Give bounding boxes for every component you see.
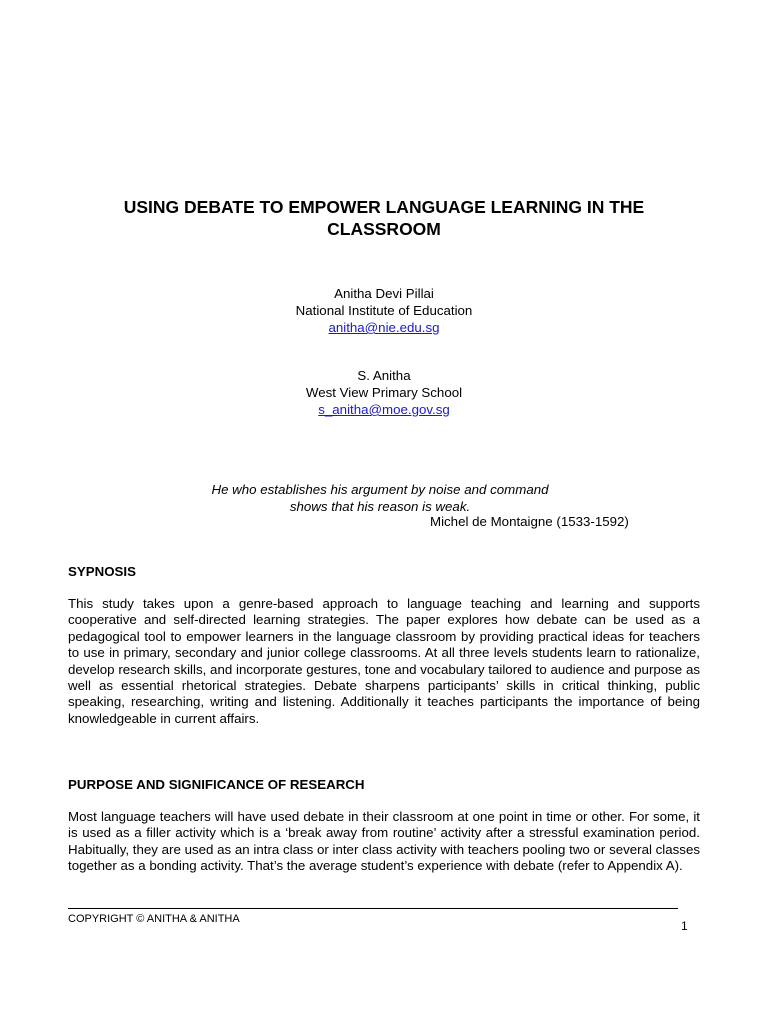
section-heading-synopsis: SYPNOSIS	[68, 564, 136, 579]
author-email-link[interactable]: s_anitha@moe.gov.sg	[318, 402, 450, 417]
author-affiliation: West View Primary School	[305, 385, 463, 400]
author-name: S. Anitha	[357, 368, 411, 383]
footer-divider	[68, 908, 678, 909]
author-affiliation: National Institute of Education	[295, 303, 473, 318]
epigraph-attribution: Michel de Montaigne (1533-1592)	[430, 514, 629, 529]
epigraph-line: shows that his reason is weak.	[289, 498, 471, 514]
page-number: 1	[681, 919, 688, 933]
paper-title: USING DEBATE TO EMPOWER LANGUAGE LEARNING IN THE CLASSROOM	[123, 197, 645, 239]
section-body-purpose: Most language teachers will have used debate in their classroom at one point in time or other. For some, it is used as a filler activity which is a ‘break away from routine’ activity after a stressful examination period. Habitually, they are used as an intra class or inter class activity with teachers pooling two or several classes together as a bonding activity. That’s the average student’s experience with debate (refer to Appendix A).	[68, 809, 700, 874]
section-body-synopsis: This study takes upon a genre-based approach to language teaching and learning and supports cooperative and self-directed learning strategies. The paper explores how debate can be used as a pedagogical tool to empower learners in the language classroom by providing practical ideas for teachers to use in primary, secondary and junior college classrooms. At all three levels students learn to rationalize, develop research skills, and incorporate gestures, tone and vocabulary tailored to audience and purpose as well as essential rhetorical strategies. Debate sharpens participants’ skills in critical thinking, public speaking, researching, writing and listening. Additionally it teaches participants the importance of being knowledgeable in current affairs.	[68, 596, 700, 726]
epigraph-line: He who establishes his argument by noise and command	[211, 482, 549, 497]
section-heading-purpose: PURPOSE AND SIGNIFICANCE OF RESEARCH	[68, 777, 365, 792]
footer-copyright: COPYRIGHT © ANITHA & ANITHA	[68, 913, 240, 925]
author-email-link[interactable]: anitha@nie.edu.sg	[328, 320, 440, 335]
author-name: Anitha Devi Pillai	[334, 286, 434, 301]
author-block-2	[184, 367, 584, 418]
author-block-1	[184, 285, 584, 336]
epigraph-quote	[150, 482, 610, 515]
